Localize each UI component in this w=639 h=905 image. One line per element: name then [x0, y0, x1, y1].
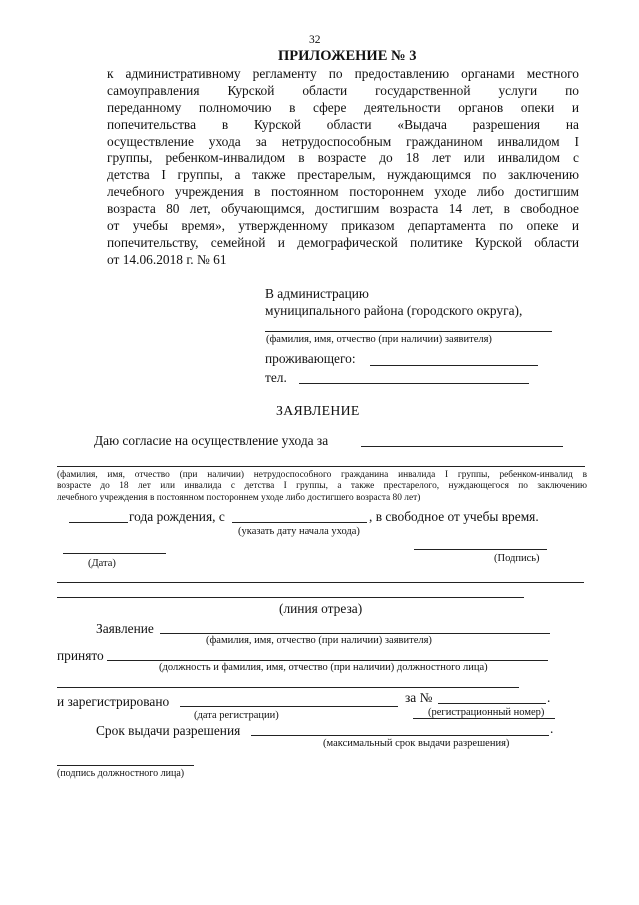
official-caption: (должность и фамилия, имя, отчество (при наличии) должностного лица): [159, 662, 488, 673]
regulation-line: попечительству, семейной и демографической политике Курской области: [107, 234, 579, 250]
care-start-date-field[interactable]: [232, 522, 367, 523]
address-field[interactable]: [370, 365, 538, 366]
applicant-name-field[interactable]: [265, 331, 552, 332]
registration-number-field[interactable]: [438, 703, 546, 704]
term-label: Срок выдачи разрешения: [96, 723, 241, 738]
accepted-label: принято: [57, 648, 104, 663]
phone-field[interactable]: [299, 383, 529, 384]
ward-name-field[interactable]: [361, 446, 563, 447]
receipt-applicant-caption: (фамилия, имя, отчество (при наличии) заявителя): [206, 635, 432, 646]
official-field-continued[interactable]: [57, 687, 519, 688]
regulation-line: к административному регламенту по предоставлению органами местного: [107, 66, 579, 81]
start-date-caption: (указать дату начала ухода): [238, 526, 360, 537]
official-signature-field[interactable]: [57, 765, 194, 766]
regulation-line: попечительства в Курской области «Выдача разрешения на: [107, 116, 579, 132]
registration-number-caption: (регистрационный номер): [428, 707, 545, 718]
ward-note-line: (фамилия, имя, отчество (при наличии) нетрудоспособного гражданина инвалида I группы, ребенком-инвалид в: [57, 470, 587, 480]
regulation-line: возраста 80 лет, обучающимся, достигшим возраста 14 лет, в свободное: [107, 201, 579, 217]
regulation-line: осуществление ухода за нетрудоспособным гражданином инвалидом I: [107, 133, 579, 149]
blank-line: [57, 582, 584, 583]
addressee-line-2: муниципального района (городского округа),: [265, 303, 523, 318]
statement-title: ЗАЯВЛЕНИЕ: [276, 403, 360, 418]
ward-name-field-continued[interactable]: [57, 466, 585, 467]
number-label: за №: [405, 690, 433, 705]
date-field[interactable]: [63, 553, 166, 554]
ward-note-line: лечебного учреждения в постоянном постороннем уходе либо достигшего возраста 80 лет): [57, 492, 421, 503]
official-signature-caption: (подпись должностного лица): [57, 768, 185, 779]
term-field[interactable]: [251, 735, 549, 736]
registration-date-field[interactable]: [180, 706, 398, 707]
term-dot: .: [550, 721, 554, 736]
residing-label: проживающего:: [265, 351, 356, 366]
regulation-line: детства I группы, а также престарелым, нуждающимся по заключению: [107, 167, 579, 183]
regulation-line: лечебного учреждения в постоянном постороннем уходе либо достигшим: [107, 184, 579, 200]
registration-number-field-lower[interactable]: [413, 718, 555, 719]
regulation-line: самоуправления Курской области государственной услуги по: [107, 82, 579, 98]
consent-text: Даю согласие на осуществление ухода за: [94, 433, 329, 448]
cut-line-caption: (линия отреза): [279, 601, 363, 616]
page-number: 32: [309, 34, 321, 46]
ward-note-line: возрасте до 18 лет или инвалида с детства I группы, а также престарелого, нуждающегося по заключению: [57, 481, 587, 492]
regulation-reference: [107, 66, 579, 269]
applicant-name-caption: (фамилия, имя, отчество (при наличии) заявителя): [266, 334, 492, 345]
number-dot: .: [547, 690, 551, 705]
registered-label: и зарегистрировано: [57, 694, 170, 709]
birth-year-field[interactable]: [69, 522, 128, 523]
official-field[interactable]: [107, 660, 548, 661]
receipt-applicant-field[interactable]: [160, 633, 550, 634]
phone-label: тел.: [265, 370, 287, 385]
regulation-line: группы, ребенком-инвалидом в возрасте до 18 лет или инвалидом с: [107, 150, 579, 166]
max-term-caption: (максимальный срок выдачи разрешения): [323, 738, 510, 749]
cut-line: [57, 597, 524, 598]
free-time-text: , в свободное от учебы время.: [369, 509, 539, 524]
registration-date-caption: (дата регистрации): [194, 710, 279, 721]
ward-description-caption: [57, 470, 587, 504]
date-caption: (Дата): [88, 558, 116, 569]
regulation-line: от 14.06.2018 г. № 61: [107, 251, 227, 267]
regulation-line: переданному полномочию в сфере деятельности органов опеки и: [107, 99, 579, 115]
signature-caption: (Подпись): [494, 553, 540, 564]
signature-field[interactable]: [414, 549, 547, 550]
regulation-line: от учебы время», утвержденному приказом департамента по опеке и: [107, 218, 579, 234]
appendix-title: ПРИЛОЖЕНИЕ № 3: [278, 48, 417, 64]
receipt-statement-label: Заявление: [96, 621, 154, 636]
birth-year-text: года рождения, с: [129, 509, 225, 524]
addressee-line-1: В администрацию: [265, 286, 369, 301]
